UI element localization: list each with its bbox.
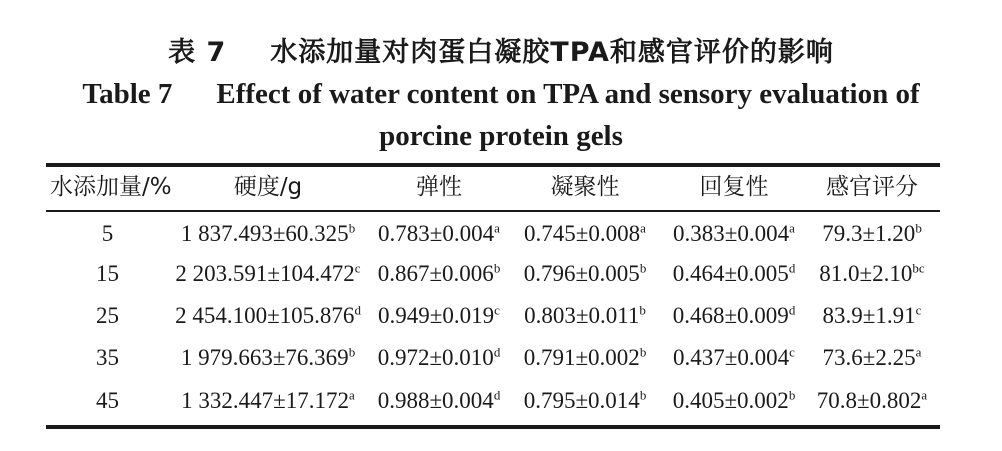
cell-value: 1 332.447±17.172 xyxy=(181,388,350,413)
table-bottom-rule xyxy=(46,425,940,429)
cell-sensory xyxy=(810,386,934,416)
cell-value: 0.795±0.014 xyxy=(523,388,640,413)
cell-value: 0.383±0.004 xyxy=(673,221,790,246)
cell-hardness xyxy=(168,219,368,249)
significance-letter: b xyxy=(915,220,922,236)
cell-value: 0.796±0.005 xyxy=(523,261,640,286)
cell-springiness xyxy=(370,259,508,289)
significance-letter: a xyxy=(494,220,500,236)
cell-hardness xyxy=(168,259,368,289)
cell-water xyxy=(50,219,165,249)
table-header-rule xyxy=(46,210,940,212)
significance-letter: a xyxy=(349,387,355,403)
cell-cohesiveness xyxy=(515,259,655,289)
header-springiness: 弹性 xyxy=(416,174,462,200)
header-resilience: 回复性 xyxy=(699,174,769,200)
cell-value: 0.988±0.004 xyxy=(377,388,494,413)
significance-letter: b xyxy=(639,260,647,276)
cell-springiness xyxy=(370,219,508,249)
significance-letter: b xyxy=(639,344,647,360)
cell-value: 35 xyxy=(96,345,119,370)
cell-cohesiveness xyxy=(515,219,655,249)
cell-value: 0.972±0.010 xyxy=(377,345,494,370)
significance-letter: c xyxy=(354,260,361,276)
significance-letter: c xyxy=(915,302,922,318)
header-cohesiveness: 凝聚性 xyxy=(550,174,620,200)
significance-letter: c xyxy=(494,302,500,318)
significance-letter: d xyxy=(493,387,501,403)
significance-letter: a xyxy=(915,344,922,360)
cell-value: 2 454.100±105.876 xyxy=(175,303,355,328)
caption-en-title-line1: Effect of water content on TPA and sensory evaluation of xyxy=(216,78,920,110)
table-top-rule xyxy=(46,163,940,167)
cell-value: 5 xyxy=(101,221,114,246)
cell-resilience xyxy=(664,259,804,289)
cell-springiness xyxy=(370,343,508,373)
cell-value: 0.405±0.002 xyxy=(672,388,789,413)
significance-letter: b xyxy=(788,387,796,403)
cell-hardness xyxy=(168,386,368,416)
cell-value: 79.3±1.20 xyxy=(822,221,916,246)
cell-value: 0.745±0.008 xyxy=(524,221,641,246)
significance-letter: b xyxy=(639,387,647,403)
cell-value: 0.783±0.004 xyxy=(378,221,495,246)
cell-springiness xyxy=(370,386,508,416)
caption-english-line1 xyxy=(0,78,1002,111)
significance-letter: b xyxy=(348,344,356,360)
cell-value: 0.437±0.004 xyxy=(673,345,790,370)
cell-water xyxy=(50,259,165,289)
cell-resilience xyxy=(664,219,804,249)
cell-value: 0.468±0.009 xyxy=(672,303,789,328)
significance-letter: d xyxy=(788,302,796,318)
caption-chinese xyxy=(0,30,1002,69)
cell-value: 81.0±2.10 xyxy=(819,261,913,286)
cell-value: 1 979.663±76.369 xyxy=(180,345,349,370)
cell-cohesiveness xyxy=(515,343,655,373)
cell-cohesiveness xyxy=(515,301,655,331)
cell-resilience xyxy=(664,386,804,416)
cell-value: 2 203.591±104.472 xyxy=(175,261,355,286)
cell-hardness xyxy=(168,343,368,373)
cell-value: 0.464±0.005 xyxy=(672,261,789,286)
caption-english-line2: porcine protein gels xyxy=(379,120,623,152)
significance-letter: bc xyxy=(912,260,925,276)
cell-value: 45 xyxy=(96,388,119,413)
cell-value: 0.791±0.002 xyxy=(523,345,640,370)
caption-zh-label: 表 7 xyxy=(168,37,227,68)
significance-letter: d xyxy=(493,344,501,360)
cell-value: 70.8±0.802 xyxy=(816,388,922,413)
cell-resilience xyxy=(664,301,804,331)
caption-en-label: Table 7 xyxy=(82,78,173,110)
cell-value: 73.6±2.25 xyxy=(822,345,916,370)
significance-letter: a xyxy=(789,220,795,236)
cell-value: 83.9±1.91 xyxy=(822,303,916,328)
cell-value: 15 xyxy=(96,261,119,286)
cell-resilience xyxy=(664,343,804,373)
significance-letter: a xyxy=(640,220,646,236)
significance-letter: b xyxy=(348,220,356,236)
cell-water xyxy=(50,386,165,416)
cell-sensory xyxy=(810,259,934,289)
cell-sensory xyxy=(810,219,934,249)
header-water: 水添加量/% xyxy=(50,174,172,200)
significance-letter: d xyxy=(788,260,796,276)
cell-springiness xyxy=(370,301,508,331)
significance-letter: b xyxy=(493,260,501,276)
caption-zh-title: 水添加量对肉蛋白凝胶TPA和感官评价的影响 xyxy=(270,37,834,68)
significance-letter: b xyxy=(639,302,646,318)
significance-letter: c xyxy=(789,344,795,360)
cell-value: 25 xyxy=(96,303,119,328)
cell-water xyxy=(50,343,165,373)
cell-value: 0.949±0.019 xyxy=(378,303,495,328)
cell-value: 0.867±0.006 xyxy=(377,261,494,286)
header-sensory: 感官评分 xyxy=(826,174,918,200)
cell-sensory xyxy=(810,343,934,373)
cell-water xyxy=(50,301,165,331)
significance-letter: a xyxy=(921,387,928,403)
cell-value: 1 837.493±60.325 xyxy=(180,221,349,246)
significance-letter: d xyxy=(354,302,361,318)
cell-cohesiveness xyxy=(515,386,655,416)
cell-value: 0.803±0.011 xyxy=(524,303,640,328)
cell-hardness xyxy=(168,301,368,331)
header-hardness: 硬度/g xyxy=(233,174,303,200)
cell-sensory xyxy=(810,301,934,331)
